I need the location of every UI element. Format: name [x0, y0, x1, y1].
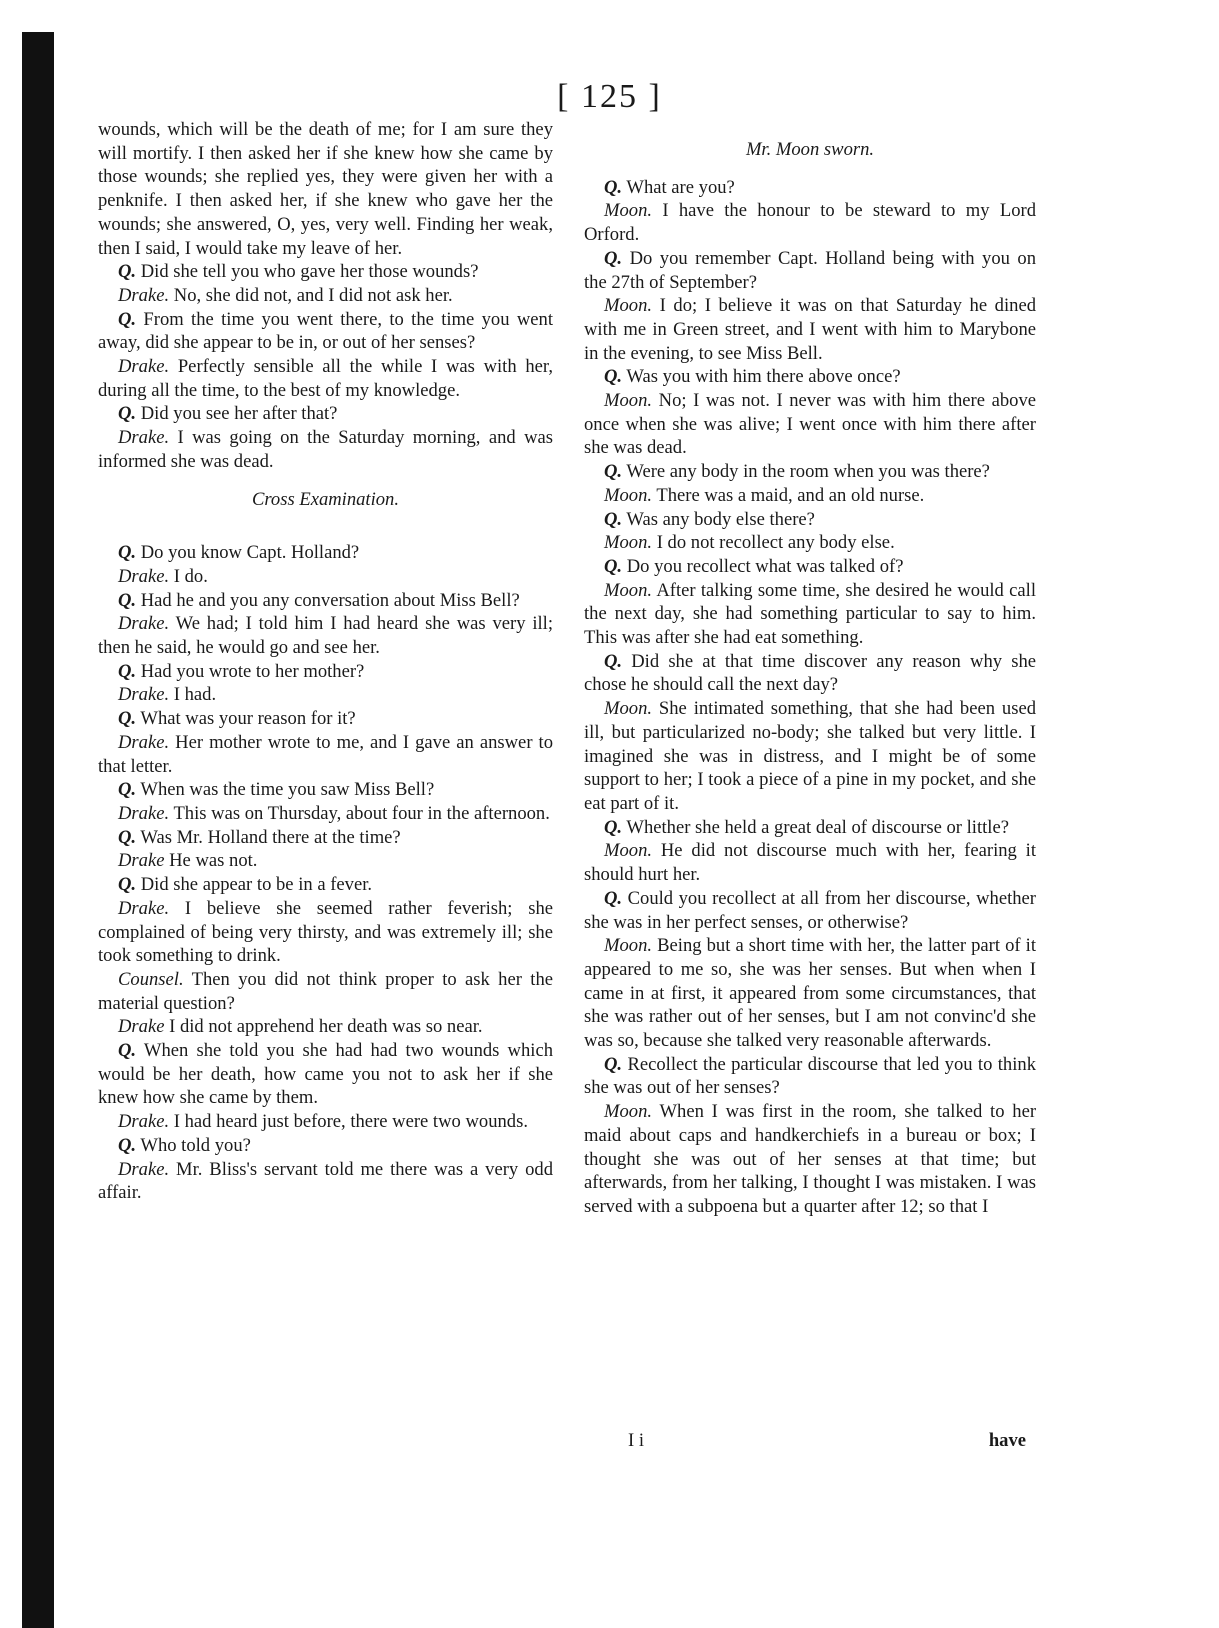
paragraph	[584, 839, 1036, 886]
paragraph-text: Was Mr. Holland there at the time?	[140, 826, 401, 848]
speaker-label: Q.	[118, 1134, 137, 1156]
paragraph	[584, 508, 1036, 532]
speaker-label: Q.	[118, 826, 137, 848]
paragraph-text: After talking some time, she desired he would call the next day, she had something particular to say to him. This was after she had eat something.	[584, 579, 1037, 649]
paragraph-text: What was your reason for it?	[140, 708, 356, 730]
speaker-label: Q.	[604, 176, 623, 198]
speaker-label: Q.	[604, 461, 623, 483]
paragraph	[98, 660, 553, 684]
speaker-label: Drake.	[118, 802, 170, 824]
speaker-label: Q.	[118, 542, 137, 564]
paragraph	[584, 816, 1036, 840]
speaker-label: Q.	[604, 366, 623, 388]
paragraph	[98, 589, 553, 613]
speaker-label: Q.	[118, 874, 137, 896]
speaker-label: Moon.	[604, 935, 653, 957]
paragraph	[98, 260, 553, 284]
paragraph-text: From the time you went there, to the time you went away, did she appear to be in, or out of her senses?	[98, 308, 553, 354]
paragraph	[98, 1134, 553, 1158]
speaker-label: Drake.	[118, 427, 170, 449]
paragraph-text: No, she did not, and I did not ask her.	[173, 284, 453, 306]
page-number: [ 125 ]	[557, 78, 662, 115]
speaker-label: Drake.	[118, 613, 170, 635]
paragraph-text: Then you did not think proper to ask her the material question?	[98, 968, 554, 1014]
paragraph-text: Did she tell you who gave her those wounds?	[140, 261, 479, 283]
paragraph-text: Did she at that time discover any reason why she chose he should call the next day?	[584, 650, 1036, 696]
speaker-label: Q.	[118, 403, 137, 425]
speaker-label: Moon.	[604, 390, 653, 412]
speaker-label: Drake.	[118, 356, 170, 378]
paragraph-text: I do not recollect any body else.	[656, 532, 895, 554]
paragraph-text: Do you know Capt. Holland?	[140, 542, 360, 564]
paragraph-text: When she told you she had had two wounds which would be her death, how came you not to ask her if she knew how she came by them.	[98, 1040, 553, 1109]
speaker-label: Moon.	[604, 295, 653, 317]
paragraph	[584, 1053, 1036, 1100]
paragraph	[584, 460, 1036, 484]
paragraph-text: Was you with him there above once?	[626, 366, 901, 388]
paragraph-text: This was on Thursday, about four in the afternoon.	[173, 802, 550, 824]
left-column	[98, 118, 553, 1205]
paragraph-text: Were any body in the room when you was there?	[626, 461, 990, 483]
paragraph-text: Whether she held a great deal of discourse or little?	[626, 816, 1009, 838]
speaker-label: Q.	[118, 308, 137, 330]
paragraph-text: Mr. Bliss's servant told me there was a very odd affair.	[98, 1158, 553, 1204]
paragraph	[584, 887, 1036, 934]
paragraph	[98, 1110, 553, 1134]
catchword: have	[988, 1430, 1026, 1451]
paragraph-text: He did not discourse much with her, fearing it should hurt her.	[584, 840, 1036, 886]
paragraph	[98, 826, 553, 850]
paragraph-text: Had you wrote to her mother?	[140, 660, 365, 682]
speaker-label: Moon.	[604, 1101, 653, 1123]
paragraph-text: We had; I told him I had heard she was very ill; then he said, he would go and see her.	[98, 613, 553, 659]
paragraph-text: I had.	[173, 684, 217, 706]
paragraph	[98, 612, 553, 659]
speaker-label: Q.	[604, 508, 623, 530]
paragraph	[584, 697, 1036, 816]
paragraph	[584, 247, 1036, 294]
speaker-label: Q.	[604, 887, 623, 909]
paragraph	[98, 802, 553, 826]
paragraph	[584, 365, 1036, 389]
paragraph-text: He was not.	[169, 850, 258, 872]
paragraph-text: I believe she seemed rather feverish; she complained of being very thirsty, and was extremely ill; she took something to drink.	[98, 897, 554, 967]
speaker-label: Q.	[604, 816, 623, 838]
paragraph-text: Did you see her after that?	[140, 403, 338, 425]
paragraph	[98, 683, 553, 707]
paragraph	[584, 650, 1036, 697]
speaker-label: Drake.	[118, 565, 170, 587]
paragraph-text: Do you recollect what was talked of?	[626, 555, 904, 577]
paragraph-text: There was a maid, and an old nurse.	[656, 484, 925, 506]
speaker-label: Moon.	[604, 532, 653, 554]
right-column	[584, 118, 1036, 1219]
paragraph	[98, 849, 553, 873]
speaker-label: Q.	[118, 660, 137, 682]
paragraph	[98, 778, 553, 802]
paragraph	[98, 355, 553, 402]
speaker-label: Drake.	[118, 684, 170, 706]
paragraph-text: I did not apprehend her death was so near.	[169, 1016, 483, 1038]
paragraph-text: Was any body else there?	[626, 508, 815, 530]
speaker-label: Drake.	[118, 1111, 170, 1133]
paragraph-text: Could you recollect at all from her discourse, whether she was in her perfect senses, or otherwise?	[584, 887, 1036, 933]
paragraph	[584, 484, 1036, 508]
paragraph-text: I was going on the Saturday morning, and was informed she was dead.	[98, 427, 553, 472]
paragraph	[98, 1158, 553, 1205]
speaker-label: Counsel.	[118, 968, 184, 990]
speaker-label: Moon.	[604, 484, 653, 506]
paragraph-text: Had he and you any conversation about Miss Bell?	[140, 589, 520, 611]
paragraph-text: Do you remember Capt. Holland being with you on the 27th of September?	[584, 247, 1037, 293]
paragraph	[98, 541, 553, 565]
speaker-label: Drake.	[118, 897, 170, 919]
paragraph-text: What are you?	[626, 176, 735, 198]
paragraph-text: Recollect the particular discourse that led you to think she was out of her senses?	[584, 1053, 1036, 1099]
paragraph	[584, 555, 1036, 579]
paragraph	[98, 308, 553, 355]
paragraph	[584, 579, 1036, 650]
paragraph	[98, 426, 553, 473]
paragraph-text: Who told you?	[140, 1134, 251, 1156]
paragraph	[98, 565, 553, 589]
paragraph	[98, 1039, 553, 1110]
speaker-label: Q.	[604, 1053, 623, 1075]
speaker-label: Moon.	[604, 698, 653, 720]
paragraph-text: Her mother wrote to me, and I gave an answer to that letter.	[98, 731, 554, 777]
paragraph-text: wounds, which will be the death of me; for I am sure they will mortify. I then asked her if she knew how she came by those wounds; she replied yes, they were given her with a penknife. I then asked her, if she knew who gave her the wounds; she answered, O, yes, very well. Finding her weak, then I said, I would take my leave of her.	[98, 119, 553, 259]
speaker-label: Q.	[118, 589, 137, 611]
paragraph-text: When was the time you saw Miss Bell?	[140, 779, 435, 801]
paragraph	[584, 531, 1036, 555]
paragraph-text: When I was first in the room, she talked to her maid about caps and handkerchiefs in a bureau or box; I thought she was out of her senses at that time; but afterwards, from her talking, I thought I was mistaken. I was served with a subpoena but a quarter after 12; so that I	[584, 1101, 1037, 1217]
paragraph	[584, 294, 1036, 365]
speaker-label: Moon.	[604, 579, 653, 601]
paragraph	[584, 389, 1036, 460]
paragraph-text: I had heard just before, there were two wounds.	[173, 1111, 528, 1133]
speaker-label: Q.	[118, 779, 137, 801]
paragraph-text: I have the honour to be steward to my Lord Orford.	[584, 200, 1036, 246]
paragraph-text: I do.	[173, 565, 208, 587]
speaker-label: Drake	[118, 850, 165, 872]
speaker-label: Q.	[604, 247, 623, 269]
paragraph	[98, 897, 553, 968]
paragraph	[98, 118, 553, 260]
speaker-label: Drake.	[118, 284, 170, 306]
speaker-label: Drake.	[118, 731, 170, 753]
speaker-label: Moon.	[604, 840, 653, 862]
paragraph-text: She intimated something, that she had been used ill, but particularized no-body; she talked but very little. I imagined she was in distress, and I might be of some support to her; I took a piece of a pine in my pocket, and she eat part of it.	[584, 698, 1036, 814]
paragraph-text: Perfectly sensible all the while I was with her, during all the time, to the best of my knowledge.	[98, 356, 553, 401]
speaker-label: Moon.	[604, 200, 653, 222]
paragraph-text: I do; I believe it was on that Saturday he dined with me in Green street, and I went with him to Marybone in the evening, to see Miss Bell.	[584, 295, 1036, 364]
speaker-label: Q.	[604, 650, 623, 672]
paragraph-text: Did she appear to be in a fever.	[140, 874, 373, 896]
paragraph	[98, 707, 553, 731]
moon-sworn-heading: Mr. Moon sworn.	[745, 139, 875, 160]
book-spine-shadow	[22, 32, 54, 1628]
speaker-label: Q.	[118, 261, 137, 283]
paragraph-text: No; I was not. I never was with him there above once when she was alive; I went once with him there after she was dead.	[584, 390, 1036, 459]
paragraph	[98, 873, 553, 897]
signature-mark: I i	[628, 1430, 645, 1451]
cross-examination-heading: Cross Examination.	[251, 488, 400, 510]
paragraph	[98, 402, 553, 426]
paragraph	[98, 284, 553, 308]
paragraph	[584, 1100, 1036, 1219]
paragraph	[584, 176, 1036, 200]
speaker-label: Q.	[118, 1040, 137, 1062]
paragraph-text: Being but a short time with her, the latter part of it appeared to me so, she was her senses. But when when I came in at first, it appeared from some circumstances, that she was rather out of her senses, but I am not convinc'd she was so, because she talked very reasonable afterwards.	[584, 935, 1037, 1052]
speaker-label: Drake	[118, 1016, 165, 1038]
speaker-label: Drake.	[118, 1158, 170, 1180]
paragraph	[584, 934, 1036, 1053]
paragraph	[98, 1015, 553, 1039]
speaker-label: Q.	[118, 708, 137, 730]
paragraph	[98, 731, 553, 778]
paragraph	[98, 968, 553, 1015]
speaker-label: Q.	[604, 555, 623, 577]
paragraph	[584, 199, 1036, 246]
